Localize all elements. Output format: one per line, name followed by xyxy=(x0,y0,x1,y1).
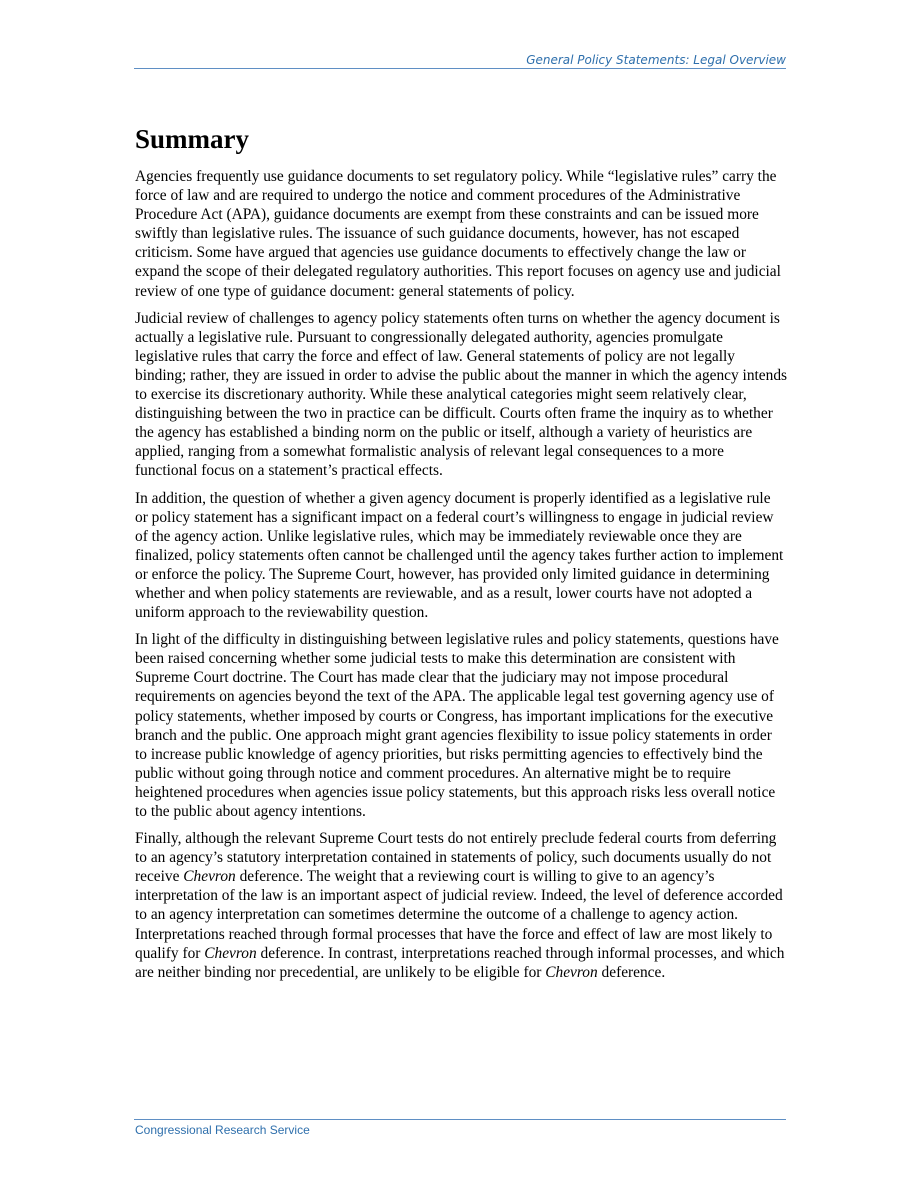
body-paragraph xyxy=(135,630,787,821)
case-name-italic: Chevron xyxy=(545,963,598,981)
body-paragraph xyxy=(135,489,787,623)
paragraph-text: deference. The weight that a reviewing court is willing to give to an agency’s interpretation of the law is an important aspect of judicial review. Indeed, the level of deference accorded to an agency interpretation can sometimes determine the outcome of a challenge to agency action. Interpretations reached through formal processes that have the force and effect of law are most likely to qualify for xyxy=(135,868,783,962)
section-heading: Summary xyxy=(135,124,249,154)
body-paragraph xyxy=(135,829,787,982)
case-name-italic: Chevron xyxy=(183,868,236,886)
header-divider xyxy=(134,68,786,69)
paragraph-text: Agencies frequently use guidance documents to set regulatory policy. While “legislative rules” carry the force of law and are required to undergo the notice and comment procedures of the Administrative Procedure Act (APA), guidance documents are exempt from these constraints and can be issued more swiftly than legislative rules. The issuance of such guidance documents, however, has not escaped criticism. Some have argued that agencies use guidance documents to effectively change the law or expand the scope of their delegated regulatory authorities. This report focuses on agency use and judicial review of one type of guidance document: general statements of policy. xyxy=(135,168,781,300)
document-body xyxy=(135,167,787,990)
paragraph-text: deference. In contrast, interpretations reached through informal processes, and which are neither binding nor precedential, are unlikely to be eligible for xyxy=(135,944,785,981)
paragraph-text: Finally, although the relevant Supreme Court tests do not entirely preclude federal courts from deferring to an agency’s statutory interpretation contained in statements of policy, such documents usually do not receive xyxy=(135,830,777,886)
paragraph-text: deference. xyxy=(597,963,666,981)
body-paragraph xyxy=(135,309,787,481)
paragraph-text: Judicial review of challenges to agency policy statements often turns on whether the agency document is actually a legislative rule. Pursuant to congressionally delegated authority, agencies promulgate legislative rules that carry the force and effect of law. General statements of policy are not legally binding; rather, they are issued in order to advise the public about the manner in which the agency intends to exercise its discretionary authority. While these analytical categories might seem relatively clear, distinguishing between the two in practice can be difficult. Courts often frame the inquiry as to whether the agency has established a binding norm on the public or itself, although a variety of heuristics are applied, ranging from a somewhat formalistic analysis of relevant legal consequences to a more functional focus on a statement’s practical effects. xyxy=(135,309,788,480)
paragraph-text: In light of the difficulty in distinguishing between legislative rules and policy statements, questions have been raised concerning whether some judicial tests to make this determination are consistent with Supreme Court doctrine. The Court has made clear that the judiciary may not impose procedural requirements on agencies beyond the text of the APA. The applicable legal test governing agency use of policy statements, whether imposed by courts or Congress, has important implications for the executive branch and the public. One approach might grant agencies flexibility to issue policy statements in order to increase public knowledge of agency priorities, but risks permitting agencies to effectively bind the public without going through notice and comment procedures. An alternative might be to require heightened procedures when agencies issue policy statements, but this approach risks less overall notice to the public about agency intentions. xyxy=(135,631,779,820)
case-name-italic: Chevron xyxy=(204,944,257,962)
running-header: General Policy Statements: Legal Overview xyxy=(526,53,786,67)
paragraph-text: In addition, the question of whether a given agency document is properly identified as a legislative rule or policy statement has a significant impact on a federal court’s willingness to engage in judicial review of the agency action. Unlike legislative rules, which may be immediately reviewable once they are finalized, policy statements often cannot be challenged until the agency takes further action to implement or enforce the policy. The Supreme Court, however, has provided only limited guidance in determining whether and when policy statements are reviewable, and as a result, lower courts have not adopted a uniform approach to the reviewability question. xyxy=(135,489,784,622)
footer-divider xyxy=(134,1119,786,1120)
footer-publisher: Congressional Research Service xyxy=(135,1123,310,1137)
body-paragraph xyxy=(135,167,787,301)
